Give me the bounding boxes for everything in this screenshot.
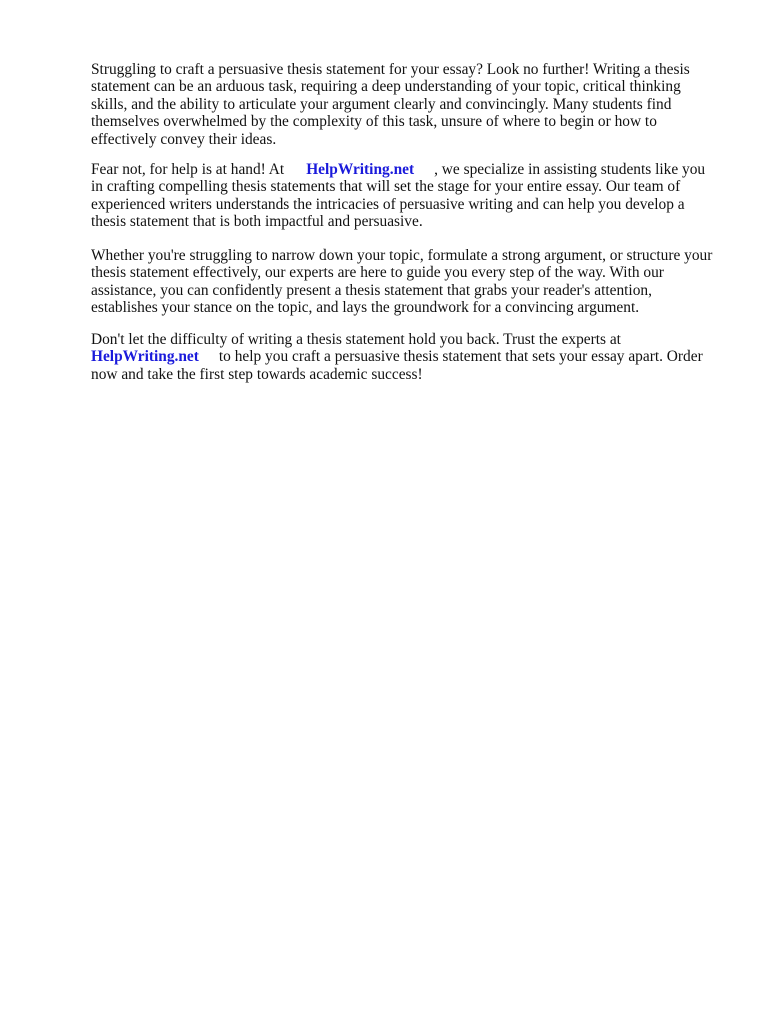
text-line: effectively convey their ideas. xyxy=(91,130,277,148)
helpwriting-link[interactable]: HelpWriting.net xyxy=(306,161,415,178)
text-line xyxy=(91,348,703,365)
text-line: assistance, you can confidently present a thesis statement that grabs your reader's attention, xyxy=(91,281,652,299)
helpwriting-link[interactable]: HelpWriting.net xyxy=(91,348,199,366)
text-after-link: , we specialize in assisting students like you xyxy=(434,161,706,178)
text-line: thesis statement that is both impactful and persuasive. xyxy=(91,213,423,231)
text-line: Don't let the difficulty of writing a thesis statement hold you back. Trust the experts at xyxy=(91,331,621,348)
text-line: skills, and the ability to articulate your argument clearly and convincingly. Many students find xyxy=(91,95,672,113)
paragraph-intro xyxy=(91,61,690,148)
paragraph-call-to-action xyxy=(91,331,703,383)
text-line: now and take the first step towards academic success! xyxy=(91,365,423,383)
text-line: Whether you're struggling to narrow down your topic, formulate a strong argument, or structure your xyxy=(91,247,713,264)
text-line: in crafting compelling thesis statements that will set the stage for your entire essay. Our team of xyxy=(91,178,681,196)
paragraph-help xyxy=(91,161,705,231)
text-line: Struggling to craft a persuasive thesis statement for your essay? Look no further! Writing a thesis xyxy=(91,61,690,78)
text-line: statement can be an arduous task, requiring a deep understanding of your topic, critical thinking xyxy=(91,78,681,96)
text-line: experienced writers understands the intricacies of persuasive writing and can help you develop a xyxy=(91,195,685,213)
text-line xyxy=(91,161,705,178)
text-line: themselves overwhelmed by the complexity of this task, unsure of where to begin or how to xyxy=(91,113,657,131)
text-line: establishes your stance on the topic, and lays the groundwork for a convincing argument. xyxy=(91,299,640,317)
paragraph-guidance xyxy=(91,247,712,317)
text-line: thesis statement effectively, our experts are here to guide you every step of the way. With our xyxy=(91,264,664,282)
text-before-link: Fear not, for help is at hand! At xyxy=(91,161,285,178)
text-after-link: to help you craft a persuasive thesis statement that sets your essay apart. Order xyxy=(218,348,703,366)
